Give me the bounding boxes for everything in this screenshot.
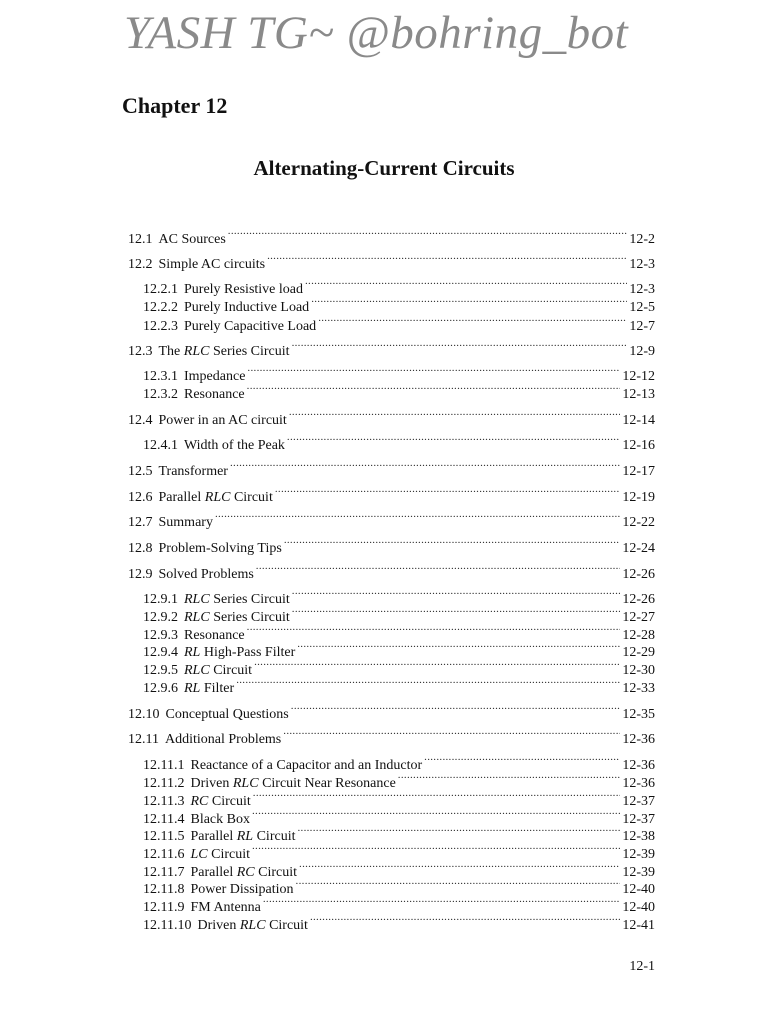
toc-entry-page: 12-16 <box>622 438 655 453</box>
toc-entry-label: Resonance <box>184 387 245 402</box>
toc-entry-page: 12-2 <box>629 232 655 247</box>
dot-leader <box>247 363 620 380</box>
toc-entry-number: 12.7 <box>128 515 153 530</box>
dot-leader <box>296 876 621 893</box>
toc-entry[interactable] <box>128 484 655 506</box>
toc-entry[interactable] <box>128 226 655 248</box>
toc-entry[interactable] <box>128 509 655 531</box>
dot-leader <box>252 806 620 823</box>
toc-entry-number: 12.3.2 <box>143 387 178 402</box>
toc-entry-page: 12-41 <box>622 918 655 933</box>
toc-entry-label: RL High-Pass Filter <box>184 645 296 660</box>
toc-entry-page: 12-37 <box>622 794 655 809</box>
toc-entry-page: 12-26 <box>622 567 655 582</box>
toc-entry-number: 12.11.4 <box>143 812 185 827</box>
toc-entry-page: 12-36 <box>622 732 655 747</box>
toc-entry-number: 12.3 <box>128 344 153 359</box>
toc-entry-label: Parallel RLC Circuit <box>158 490 273 505</box>
toc-entry-label: Additional Problems <box>164 732 282 747</box>
toc-entry-label: Reactance of a Capacitor and an Inductor <box>190 758 423 773</box>
toc-entry-number: 12.9.5 <box>143 663 178 678</box>
toc-entry-page: 12-17 <box>622 464 655 479</box>
toc-entry-page: 12-36 <box>622 758 655 773</box>
toc-entry-page: 12-22 <box>622 515 655 530</box>
toc-entry-label: Purely Resistive load <box>184 282 303 297</box>
toc-entry-page: 12-40 <box>622 882 655 897</box>
toc-entry-page: 12-9 <box>629 344 655 359</box>
toc-entry-number: 12.9.4 <box>143 645 178 660</box>
toc-entry[interactable] <box>143 381 655 403</box>
dot-leader <box>283 726 620 743</box>
toc-entry-number: 12.11.7 <box>143 865 185 880</box>
dot-leader <box>398 770 621 787</box>
dot-leader <box>252 841 620 858</box>
toc-entry-label: Driven RLC Circuit <box>197 918 308 933</box>
toc-entry-page: 12-38 <box>622 829 655 844</box>
toc-entry[interactable] <box>128 458 655 480</box>
toc-entry-page: 12-27 <box>622 610 655 625</box>
toc-entry[interactable] <box>143 313 655 335</box>
toc-entry-number: 12.9.3 <box>143 628 178 643</box>
toc-entry-page: 12-37 <box>622 812 655 827</box>
toc-entry-page: 12-29 <box>622 645 655 660</box>
toc-entry-number: 12.11.9 <box>143 900 185 915</box>
watermark: YASH TG~ @bohring_bot <box>124 7 629 59</box>
toc-entry-label: LC Circuit <box>190 847 250 862</box>
dot-leader <box>291 701 621 718</box>
toc-entry-label: The RLC Series Circuit <box>158 344 290 359</box>
dot-leader <box>292 338 628 355</box>
dot-leader <box>253 788 621 805</box>
toc-entry-label: Black Box <box>190 812 250 827</box>
dot-leader <box>318 313 627 330</box>
toc-entry-page: 12-39 <box>622 847 655 862</box>
toc-entry-number: 12.11.2 <box>143 776 185 791</box>
toc-entry-label: Transformer <box>158 464 228 479</box>
toc-entry-number: 12.10 <box>128 707 160 722</box>
toc-entry[interactable] <box>128 535 655 557</box>
dot-leader <box>310 912 620 929</box>
toc-entry-label: Parallel RC Circuit <box>190 865 298 880</box>
toc-entry-number: 12.4 <box>128 413 153 428</box>
dot-leader <box>287 432 620 449</box>
toc-entry-label: RLC Series Circuit <box>184 592 290 607</box>
dot-leader <box>247 622 621 639</box>
toc-entry-label: RLC Circuit <box>184 663 253 678</box>
dot-leader <box>292 586 621 603</box>
toc-entry-label: Problem-Solving Tips <box>158 541 282 556</box>
toc-entry[interactable] <box>128 407 655 429</box>
dot-leader <box>256 561 621 578</box>
toc-entry-page: 12-13 <box>622 387 655 402</box>
toc-entry-label: Parallel RL Circuit <box>190 829 296 844</box>
toc-entry-page: 12-24 <box>622 541 655 556</box>
toc-entry-page: 12-7 <box>629 319 655 334</box>
toc-entry-number: 12.11.10 <box>143 918 192 933</box>
dot-leader <box>297 823 620 840</box>
toc-entry-number: 12.3.1 <box>143 369 178 384</box>
dot-leader <box>263 894 620 911</box>
toc-entry-number: 12.2.2 <box>143 300 178 315</box>
toc-entry-page: 12-40 <box>622 900 655 915</box>
dot-leader <box>284 535 621 552</box>
toc-entry-label: Conceptual Questions <box>165 707 289 722</box>
toc-entry-page: 12-19 <box>622 490 655 505</box>
toc-entry-label: RLC Series Circuit <box>184 610 290 625</box>
toc-entry-label: FM Antenna <box>190 900 261 915</box>
toc-entry-number: 12.11 <box>128 732 159 747</box>
dot-leader <box>228 226 628 243</box>
toc-entry-number: 12.11.5 <box>143 829 185 844</box>
toc-entry-number: 12.11.3 <box>143 794 185 809</box>
toc-entry-page: 12-12 <box>622 369 655 384</box>
dot-leader <box>299 859 620 876</box>
toc-entry-label: Purely Capacitive Load <box>184 319 317 334</box>
dot-leader <box>305 276 627 293</box>
dot-leader <box>247 381 621 398</box>
chapter-heading: Chapter 12 <box>122 93 228 118</box>
dot-leader <box>236 675 620 692</box>
dot-leader <box>424 752 620 769</box>
toc-entry-page: 12-39 <box>622 865 655 880</box>
dot-leader <box>297 639 620 656</box>
toc-entry-label: Purely Inductive Load <box>184 300 310 315</box>
toc-entry-label: RC Circuit <box>190 794 251 809</box>
toc-entry-number: 12.2.1 <box>143 282 178 297</box>
toc-entry-number: 12.4.1 <box>143 438 178 453</box>
page-number: 12-1 <box>629 959 655 974</box>
toc-entry-number: 12.6 <box>128 490 153 505</box>
toc-entry-page: 12-33 <box>622 681 655 696</box>
toc-entry-label: Solved Problems <box>158 567 254 582</box>
dot-leader <box>311 294 627 311</box>
dot-leader <box>267 251 627 268</box>
toc-entry-number: 12.11.6 <box>143 847 185 862</box>
toc-entry-number: 12.8 <box>128 541 153 556</box>
dot-leader <box>289 407 621 424</box>
toc-entry-label: Driven RLC Circuit Near Resonance <box>190 776 396 791</box>
toc-entry-label: Resonance <box>184 628 245 643</box>
toc-entry-label: AC Sources <box>158 232 226 247</box>
toc-entry[interactable] <box>143 912 655 934</box>
toc-entry-number: 12.9 <box>128 567 153 582</box>
toc-entry-number: 12.2 <box>128 257 153 272</box>
toc-entry-page: 12-14 <box>622 413 655 428</box>
toc-entry-page: 12-36 <box>622 776 655 791</box>
toc-entry[interactable] <box>128 701 655 723</box>
toc-entry-number: 12.11.1 <box>143 758 185 773</box>
toc-entry-number: 12.9.6 <box>143 681 178 696</box>
dot-leader <box>230 458 620 475</box>
toc-entry-page: 12-5 <box>629 300 655 315</box>
toc-entry-page: 12-28 <box>622 628 655 643</box>
toc-entry-page: 12-26 <box>622 592 655 607</box>
toc-entry-number: 12.9.1 <box>143 592 178 607</box>
toc-entry[interactable] <box>128 561 655 583</box>
dot-leader <box>254 657 620 674</box>
toc-entry-page: 12-3 <box>629 257 655 272</box>
toc-entry-page: 12-30 <box>622 663 655 678</box>
toc-entry-label: Power Dissipation <box>190 882 294 897</box>
toc-entry[interactable] <box>143 432 655 454</box>
toc-entry[interactable] <box>128 726 655 748</box>
toc-entry[interactable] <box>128 338 655 360</box>
toc-entry-number: 12.11.8 <box>143 882 185 897</box>
dot-leader <box>292 604 621 621</box>
toc-entry-label: Power in an AC circuit <box>158 413 287 428</box>
chapter-title: Alternating-Current Circuits <box>253 156 515 180</box>
toc-entry-page: 12-35 <box>622 707 655 722</box>
toc-entry-label: RL Filter <box>184 681 235 696</box>
toc-entry-number: 12.1 <box>128 232 153 247</box>
dot-leader <box>275 484 620 501</box>
toc-entry-page: 12-3 <box>629 282 655 297</box>
toc-entry-number: 12.9.2 <box>143 610 178 625</box>
toc-entry-label: Width of the Peak <box>184 438 285 453</box>
toc-entry[interactable] <box>128 251 655 273</box>
toc-entry-label: Impedance <box>184 369 246 384</box>
toc-entry-number: 12.5 <box>128 464 153 479</box>
toc-entry-label: Summary <box>158 515 213 530</box>
toc-entry-number: 12.2.3 <box>143 319 178 334</box>
toc-entry[interactable] <box>143 675 655 697</box>
dot-leader <box>215 509 620 526</box>
toc-entry-label: Simple AC circuits <box>158 257 266 272</box>
